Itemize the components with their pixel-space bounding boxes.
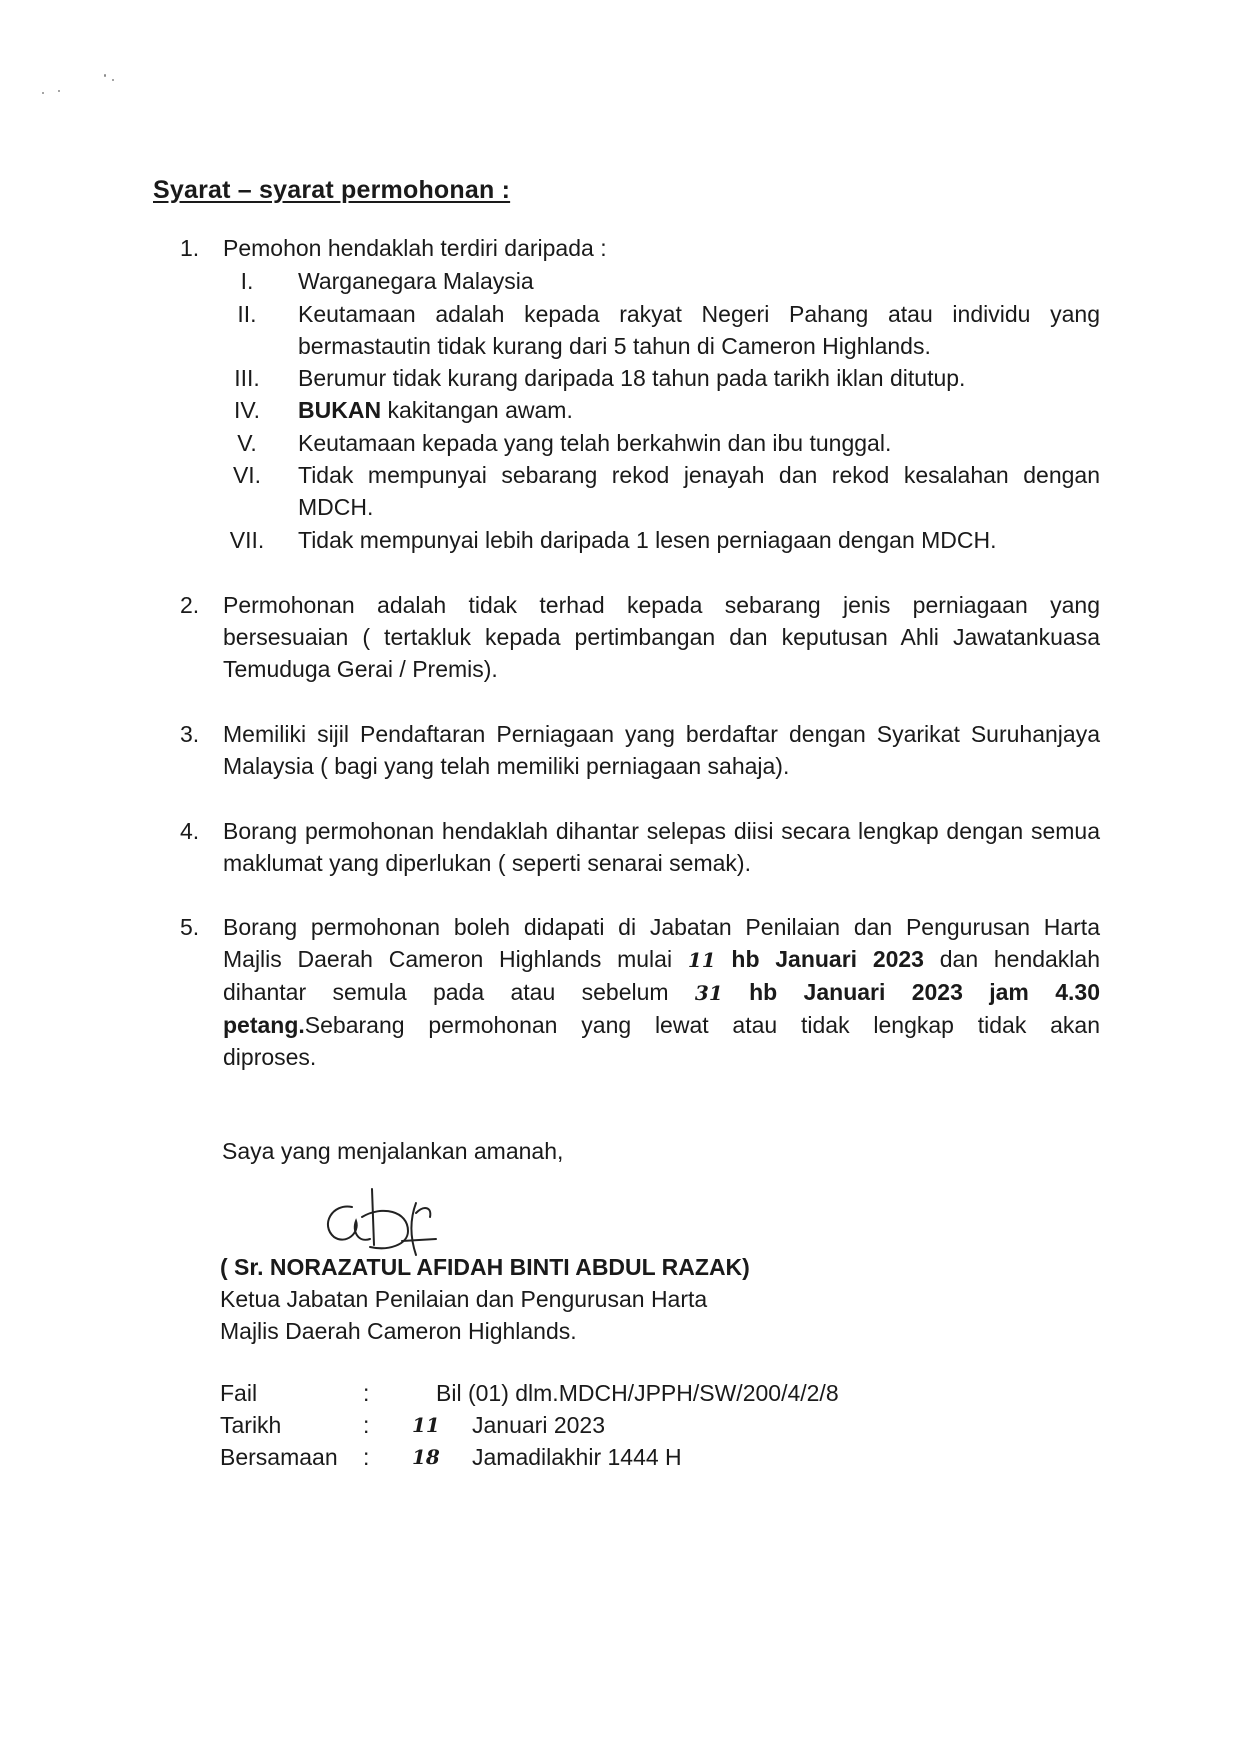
item-number: 4. — [180, 818, 200, 844]
closing-phrase: Saya yang menjalankan amanah, — [222, 1138, 564, 1164]
scan-speck — [42, 92, 44, 94]
end-date-bold: hb Januari 2023 jam 4.30 — [722, 979, 1100, 1005]
page-heading: Syarat – syarat permohonan : — [153, 176, 511, 204]
item-text: Pemohon hendaklah terdiri daripada : — [223, 235, 607, 261]
handwritten-end-day: 31 — [694, 981, 723, 1005]
sub-item-vi — [222, 459, 1100, 523]
bersamaan-label: Bersamaan — [220, 1444, 338, 1470]
item-number: 1. — [180, 235, 200, 261]
list-item-3 — [180, 718, 1100, 782]
item-5-line-3-start: dihantar semula pada atau sebelum — [223, 979, 695, 1005]
item-number: 2. — [180, 592, 200, 618]
list-item-4 — [180, 815, 1100, 879]
fail-value: Bil (01) dlm.MDCH/JPPH/SW/200/4/2/8 — [436, 1380, 839, 1406]
start-date-bold: hb Januari 2023 — [715, 946, 924, 972]
sub-item-i — [222, 265, 1100, 297]
item-number: 3. — [180, 721, 200, 747]
item-5-line-1: Borang permohonan boleh didapati di Jabatan Penilaian dan Pengurusan Harta — [223, 914, 1100, 940]
item-text — [223, 911, 1100, 1073]
item-5-line-2 — [223, 943, 1100, 976]
roman-numeral: VII. — [229, 527, 265, 553]
item-5-line-2-start: Majlis Daerah Cameron Highlands mulai — [223, 946, 688, 972]
roman-numeral: VI. — [232, 462, 262, 488]
sub-item-v — [222, 427, 1100, 459]
colon: : — [363, 1380, 370, 1406]
sub-item-ii — [222, 298, 1100, 362]
colon: : — [363, 1444, 370, 1470]
scan-speck — [112, 79, 114, 81]
sub-item-text: Keutamaan adalah kepada rakyat Negeri Pahang atau individu yang bermastautin tidak kurang dari 5 tahun di Cameron Highlands. — [298, 301, 1100, 359]
sub-item-text: Warganegara Malaysia — [298, 268, 534, 294]
handwritten-tarikh-day: 11 — [412, 1413, 440, 1437]
item-5-line-4-rest: Sebarang permohonan yang lewat atau tidak lengkap tidak akan — [304, 1012, 1100, 1038]
emphasis-bukan: BUKAN — [298, 397, 382, 423]
signatory-title-1: Ketua Jabatan Penilaian dan Pengurusan Harta — [220, 1286, 708, 1312]
roman-numeral: III. — [234, 365, 260, 391]
sub-item-text-rest: kakitangan awam. — [381, 397, 573, 423]
colon: : — [363, 1412, 370, 1438]
item-text: Permohonan adalah tidak terhad kepada sebarang jenis perniagaan yang bersesuaian ( tertakluk kepada pertimbangan dan keputusan Ahli Jawatankuasa Temuduga Gerai / Premis). — [223, 592, 1100, 682]
item-text: Borang permohonan hendaklah dihantar selepas diisi secara lengkap dengan semua maklumat yang diperlukan ( seperti senarai semak). — [223, 818, 1100, 876]
list-item-1 — [180, 232, 1100, 264]
item-text: Memiliki sijil Pendaftaran Perniagaan yang berdaftar dengan Syarikat Suruhanjaya Malaysia ( bagi yang telah memiliki perniagaan sahaja). — [223, 721, 1100, 779]
sub-item-text: Tidak mempunyai sebarang rekod jenayah dan rekod kesalahan dengan MDCH. — [298, 462, 1100, 520]
item-5-line-4 — [223, 1009, 1100, 1041]
fail-label: Fail — [220, 1380, 258, 1406]
roman-numeral: V. — [237, 430, 257, 456]
item-5-line-5: diproses. — [223, 1044, 317, 1070]
roman-numeral: I. — [240, 268, 254, 294]
handwritten-bersamaan-day: 18 — [412, 1445, 440, 1469]
tarikh-value: Januari 2023 — [472, 1412, 605, 1438]
list-item-5 — [180, 911, 1100, 1073]
sub-item-iii — [222, 362, 1100, 394]
sub-item-text — [298, 394, 1100, 426]
item-5-line-2-end: dan hendaklah — [923, 946, 1101, 972]
scan-speck — [104, 74, 106, 77]
list-item-2 — [180, 589, 1100, 685]
sub-item-text: Berumur tidak kurang daripada 18 tahun pada tarikh iklan ditutup. — [298, 365, 966, 391]
item-5-line-3 — [223, 976, 1100, 1009]
sub-item-iv — [222, 394, 1100, 426]
roman-numeral: II. — [237, 301, 257, 327]
signature-block — [220, 1251, 750, 1347]
roman-numeral: IV. — [233, 397, 260, 423]
sub-item-text: Keutamaan kepada yang telah berkahwin dan ibu tunggal. — [298, 430, 892, 456]
petang-bold: petang. — [223, 1012, 305, 1038]
sub-item-vii — [222, 524, 1100, 556]
handwritten-start-day: 11 — [687, 948, 716, 972]
item-number: 5. — [180, 914, 200, 940]
sub-item-text: Tidak mempunyai lebih daripada 1 lesen perniagaan dengan MDCH. — [298, 527, 997, 553]
bersamaan-value: Jamadilakhir 1444 H — [472, 1444, 682, 1470]
scan-speck — [58, 90, 60, 92]
signatory-name: ( Sr. NORAZATUL AFIDAH BINTI ABDUL RAZAK) — [220, 1254, 750, 1280]
tarikh-label: Tarikh — [220, 1412, 282, 1438]
signatory-title-2: Majlis Daerah Cameron Highlands. — [220, 1318, 577, 1344]
